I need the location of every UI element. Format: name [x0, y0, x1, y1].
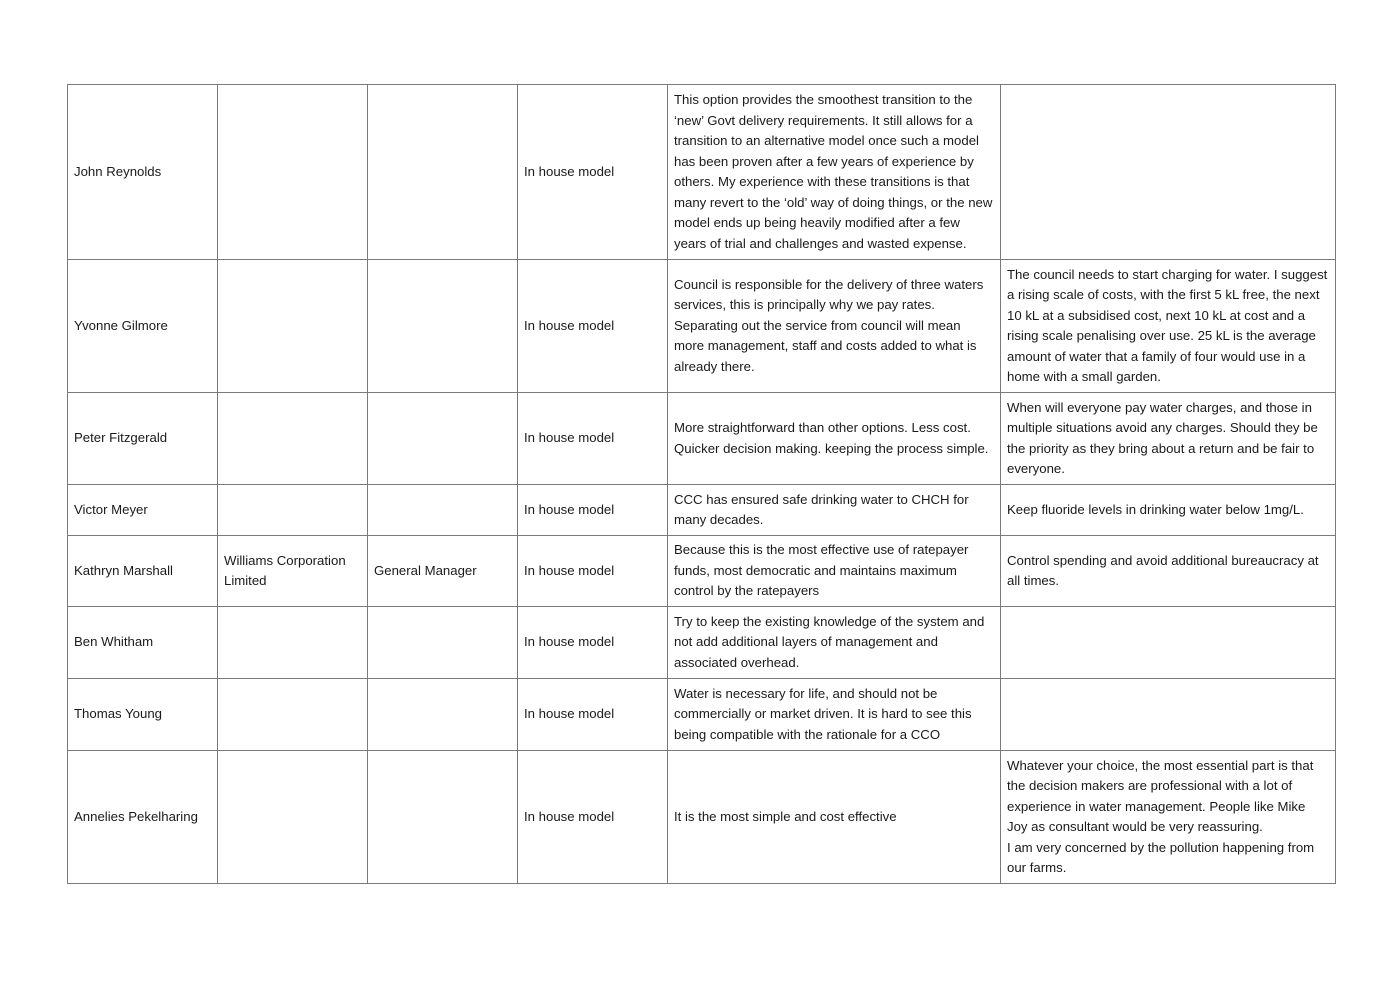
submitter-name: Victor Meyer [68, 485, 218, 536]
comments: Keep fluoride levels in drinking water below 1mg/L. [1001, 485, 1336, 536]
table-row [68, 536, 1336, 607]
submitter-name: John Reynolds [68, 85, 218, 260]
role [368, 393, 518, 485]
organisation: Williams Corporation Limited [218, 536, 368, 607]
preferred-option: In house model [518, 536, 668, 607]
organisation [218, 85, 368, 260]
comments: Whatever your choice, the most essential part is that the decision makers are professional with a lot of experience in water management. People like Mike Joy as consultant would be very reassuring. I am very concerned by the pollution happening from our farms. [1001, 751, 1336, 884]
submitter-name: Ben Whitham [68, 607, 218, 679]
organisation [218, 751, 368, 884]
role [368, 260, 518, 393]
table-row [68, 679, 1336, 751]
table-row [68, 751, 1336, 884]
organisation [218, 607, 368, 679]
reason: This option provides the smoothest transition to the ‘new’ Govt delivery requirements. It still allows for a transition to an alternative model once such a model has been proven after a few years of experience by others. My experience with these transitions is that many revert to the ‘old’ way of doing things, or the new model ends up being heavily modified after a few years of trial and challenges and wasted expense. [668, 85, 1001, 260]
organisation [218, 260, 368, 393]
submitter-name: Thomas Young [68, 679, 218, 751]
preferred-option: In house model [518, 679, 668, 751]
role [368, 751, 518, 884]
table-row [68, 260, 1336, 393]
role [368, 679, 518, 751]
reason: Council is responsible for the delivery of three waters services, this is principally why we pay rates. Separating out the service from council will mean more management, staff and costs added to what is already there. [668, 260, 1001, 393]
reason: CCC has ensured safe drinking water to CHCH for many decades. [668, 485, 1001, 536]
role: General Manager [368, 536, 518, 607]
organisation [218, 679, 368, 751]
reason: Water is necessary for life, and should not be commercially or market driven. It is hard to see this being compatible with the rationale for a CCO [668, 679, 1001, 751]
comments: The council needs to start charging for water. I suggest a rising scale of costs, with the first 5 kL free, the next 10 kL at a subsidised cost, next 10 kL at cost and a rising scale penalising over use. 25 kL is the average amount of water that a family of four would use in a home with a small garden. [1001, 260, 1336, 393]
organisation [218, 485, 368, 536]
preferred-option: In house model [518, 607, 668, 679]
document-page [67, 84, 1335, 884]
preferred-option: In house model [518, 85, 668, 260]
role [368, 485, 518, 536]
organisation [218, 393, 368, 485]
submissions-table [67, 84, 1336, 884]
comments [1001, 679, 1336, 751]
submitter-name: Annelies Pekelharing [68, 751, 218, 884]
preferred-option: In house model [518, 260, 668, 393]
table-row [68, 393, 1336, 485]
comments: When will everyone pay water charges, and those in multiple situations avoid any charges. Should they be the priority as they bring about a return and be fair to everyone. [1001, 393, 1336, 485]
role [368, 85, 518, 260]
reason: More straightforward than other options. Less cost. Quicker decision making. keeping the process simple. [668, 393, 1001, 485]
submitter-name: Yvonne Gilmore [68, 260, 218, 393]
submitter-name: Peter Fitzgerald [68, 393, 218, 485]
reason: It is the most simple and cost effective [668, 751, 1001, 884]
role [368, 607, 518, 679]
preferred-option: In house model [518, 485, 668, 536]
submitter-name: Kathryn Marshall [68, 536, 218, 607]
reason: Because this is the most effective use of ratepayer funds, most democratic and maintains maximum control by the ratepayers [668, 536, 1001, 607]
table-row [68, 85, 1336, 260]
comments [1001, 607, 1336, 679]
preferred-option: In house model [518, 393, 668, 485]
reason: Try to keep the existing knowledge of the system and not add additional layers of management and associated overhead. [668, 607, 1001, 679]
preferred-option: In house model [518, 751, 668, 884]
comments: Control spending and avoid additional bureaucracy at all times. [1001, 536, 1336, 607]
table-row [68, 607, 1336, 679]
comments [1001, 85, 1336, 260]
table-row [68, 485, 1336, 536]
